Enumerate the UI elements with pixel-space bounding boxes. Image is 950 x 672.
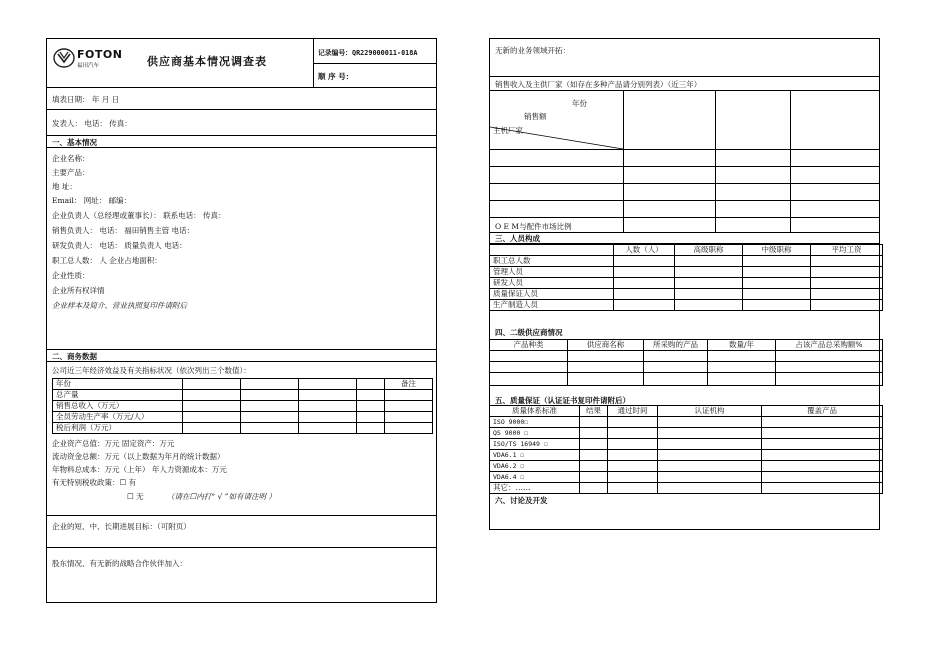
foton-logo	[53, 46, 123, 70]
staff-table: 人数（人） 高级职称 中级职称 平均工资 职工总人数 管理人员 研发人员 质量保证人员 生产制造人员	[489, 244, 883, 311]
table-row	[490, 362, 883, 373]
left-form-page	[46, 38, 437, 603]
s1-line: 主要产品：	[52, 168, 90, 177]
s1-line: 研发负责人： 电话： 质量负责人 电话：	[52, 241, 187, 250]
table-row: 税后利润（万元）	[53, 423, 433, 434]
s2-after: 有无特别税收政策：☐ 有	[52, 478, 137, 487]
s1-line: 企业名称：	[52, 154, 90, 163]
table-row: 总产量	[53, 390, 433, 401]
table-row: 管理人员	[490, 267, 883, 278]
cert-checkbox[interactable]: ISO/TS 16949 ☐	[490, 439, 580, 450]
form-title: 供应商基本情况调查表	[147, 55, 267, 68]
s1-line: 企业性质：	[52, 271, 90, 280]
fill-date: 填表日期： 年 月 日	[52, 95, 120, 104]
right-form-page	[489, 38, 880, 530]
goals-label: 企业的短、中、长期进展目标：（可附页）	[52, 522, 191, 531]
s2-after: 企业资产总值：万元 固定资产：万元	[52, 439, 175, 448]
table-row: 职工总人数	[490, 256, 883, 267]
form-header	[47, 39, 436, 88]
quality-certification-table: 质量体系标准 结果 通过时间 认证机构 覆盖产品 ISO 9000☐ QS 9000 ☐ ISO/TS 16949 ☐ VDA6.1 ☐ VDA6.2 ☐ VDA6.4 ☐ 其它：……	[489, 405, 883, 494]
table-row	[490, 450, 883, 461]
table-row	[490, 472, 883, 483]
oem-ratio-label: O E M与配件市场比例	[495, 222, 572, 231]
s1-line: 地 址：	[52, 182, 77, 191]
s2-after: 年物料总成本：万元（上年） 年人力资源成本：万元	[52, 465, 227, 474]
section-2-title: 二、商务数据	[52, 352, 97, 361]
cert-checkbox[interactable]: QS 9000 ☐	[490, 428, 580, 439]
section-3-title: 三、人员构成	[495, 234, 540, 243]
diagonal-header	[490, 91, 624, 149]
table-row	[490, 351, 883, 362]
table-row	[490, 428, 883, 439]
tax-none-checkbox[interactable]: ☐ 无	[127, 492, 144, 501]
remark-header: 备注	[385, 379, 433, 390]
filler-info: 发表人： 电话： 传真：	[52, 119, 132, 128]
section-4-title: 四、二级供应商情况	[495, 328, 563, 337]
new-business-label: 无新的业务领域开拓：	[495, 46, 570, 55]
table-row: 全员劳动生产率（万元/人）	[53, 412, 433, 423]
s2-none-note: （请在☐内打“ √ ”如有请注明 ）	[167, 492, 276, 501]
s1-note: 企业样本及简介、营业执照复印件请附后	[52, 301, 187, 310]
sales-title: 销售收入及主供厂家（如存在多种产品请分别列表）（近三年）	[495, 80, 702, 89]
table-row: 销售总收入（万元）	[53, 401, 433, 412]
record-number: 记录编号：QR229000011-018A	[318, 49, 418, 57]
s2-intro: 公司近三年经济效益及有关指标状况（依次列出三个数值）：	[52, 366, 251, 375]
section-1-title: 一、基本情况	[52, 138, 97, 147]
section-5-title: 五、质量保证（认证证书复印件请附后）	[495, 396, 630, 405]
s1-line: 职工总人数： 人 企业占地面积：	[52, 256, 162, 265]
business-data-section	[47, 350, 436, 516]
cert-checkbox[interactable]: ISO 9000☐	[490, 417, 580, 428]
shareholders-label: 股东情况、有无新的战略合作伙伴加入：	[52, 559, 187, 568]
cert-checkbox[interactable]: VDA6.2 ☐	[490, 461, 580, 472]
table-row	[490, 439, 883, 450]
cert-checkbox[interactable]: VDA6.1 ☐	[490, 450, 580, 461]
section-6-title: 六、讨论及开发	[495, 496, 548, 505]
economic-indicators-table: 年份 备注 总产量 销售总收入（万元） 全员劳动生产率（万元/人） 税后利润（万元）	[52, 378, 433, 434]
basic-info-section	[47, 136, 436, 350]
table-row: 质量保证人员	[490, 289, 883, 300]
s1-line: 企业所有权详情	[52, 286, 105, 295]
table-row: 研发人员	[490, 278, 883, 289]
table-row	[490, 373, 883, 386]
table-row: 其它：……	[490, 483, 883, 494]
brand-sub: 福田汽车	[77, 63, 100, 69]
brand-name: FOTON	[77, 48, 123, 61]
s1-line: Email： 网址： 邮编：	[52, 196, 132, 205]
table-row: 生产制造人员	[490, 300, 883, 311]
table-row	[490, 461, 883, 472]
s1-line: 销售负责人： 电话： 福田销售主管 电话：	[52, 226, 195, 235]
cert-checkbox[interactable]: VDA6.4 ☐	[490, 472, 580, 483]
s1-line: 企业负责人（总经理或董事长）： 联系电话： 传真：	[52, 211, 226, 220]
secondary-supplier-table: 产品种类 供应商名称 所采购的产品 数量/年 占该产品总采购额%	[489, 339, 883, 386]
sequence-number: 顺 序 号：	[318, 72, 354, 81]
sales-grid: 年份 销售额 主机厂家 O E M与配件市场比例	[490, 91, 879, 233]
table-row	[490, 417, 883, 428]
s2-after: 流动资金总额：万元（以上数据为年月的统计数据）	[52, 452, 225, 461]
